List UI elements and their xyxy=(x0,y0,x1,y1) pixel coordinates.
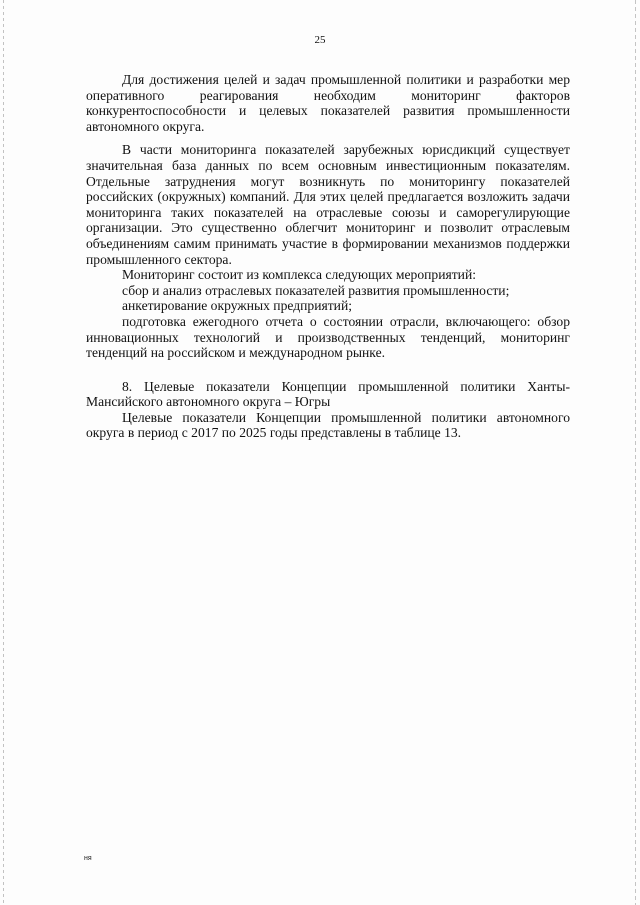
list-item-annual-report: подготовка ежегодного отчета о состоянии отрасли, включающего: обзор инновационных технологий и производственных тенденций, мониторинг тенденций на российском и международном рынке. xyxy=(86,313,570,361)
paragraph-monitoring-activities: Мониторинг состоит из комплекса следующих мероприятий: xyxy=(122,267,477,283)
footer-mark: ня xyxy=(84,855,92,862)
paragraph-monitoring-goals: Для достижения целей и задач промышленной политики и разработки мер оперативного реагирования необходим мониторинг факторов конкурентоспособности и целевых показателей развития промышленности автономного округа. xyxy=(86,72,570,134)
paragraph-target-indicators: Целевые показатели Концепции промышленной политики автономного округа в период с 2017 по 2025 годы представлены в таблице 13. xyxy=(86,409,570,441)
paragraph-foreign-jurisdictions: В части мониторинга показателей зарубежных юрисдикций существует значительная база данных по всем основным инвестиционным показателям. Отдельные затруднения могут возникнуть по мониторингу показателей российских (окружных) компаний. Для этих целей предлагается возложить задачи мониторинга таких показателей на отраслевые союзы и саморегулирующие организации. Это существенно облегчит мониторинг и позволит отраслевым объединениям самим принимать участие в формировании механизмов поддержки промышленного сектора. xyxy=(86,142,570,267)
page-number: 25 xyxy=(314,34,326,46)
section-heading: 8. Целевые показатели Концепции промышленной политики Ханты-Мансийского автономного округа – Югры xyxy=(86,378,570,410)
document-body xyxy=(86,72,570,441)
list-item-data-collection: сбор и анализ отраслевых показателей развития промышленности; xyxy=(122,282,510,298)
list-item-survey: анкетирование окружных предприятий; xyxy=(122,298,353,314)
scan-edge-right xyxy=(635,0,636,905)
scan-edge-left xyxy=(3,0,4,905)
